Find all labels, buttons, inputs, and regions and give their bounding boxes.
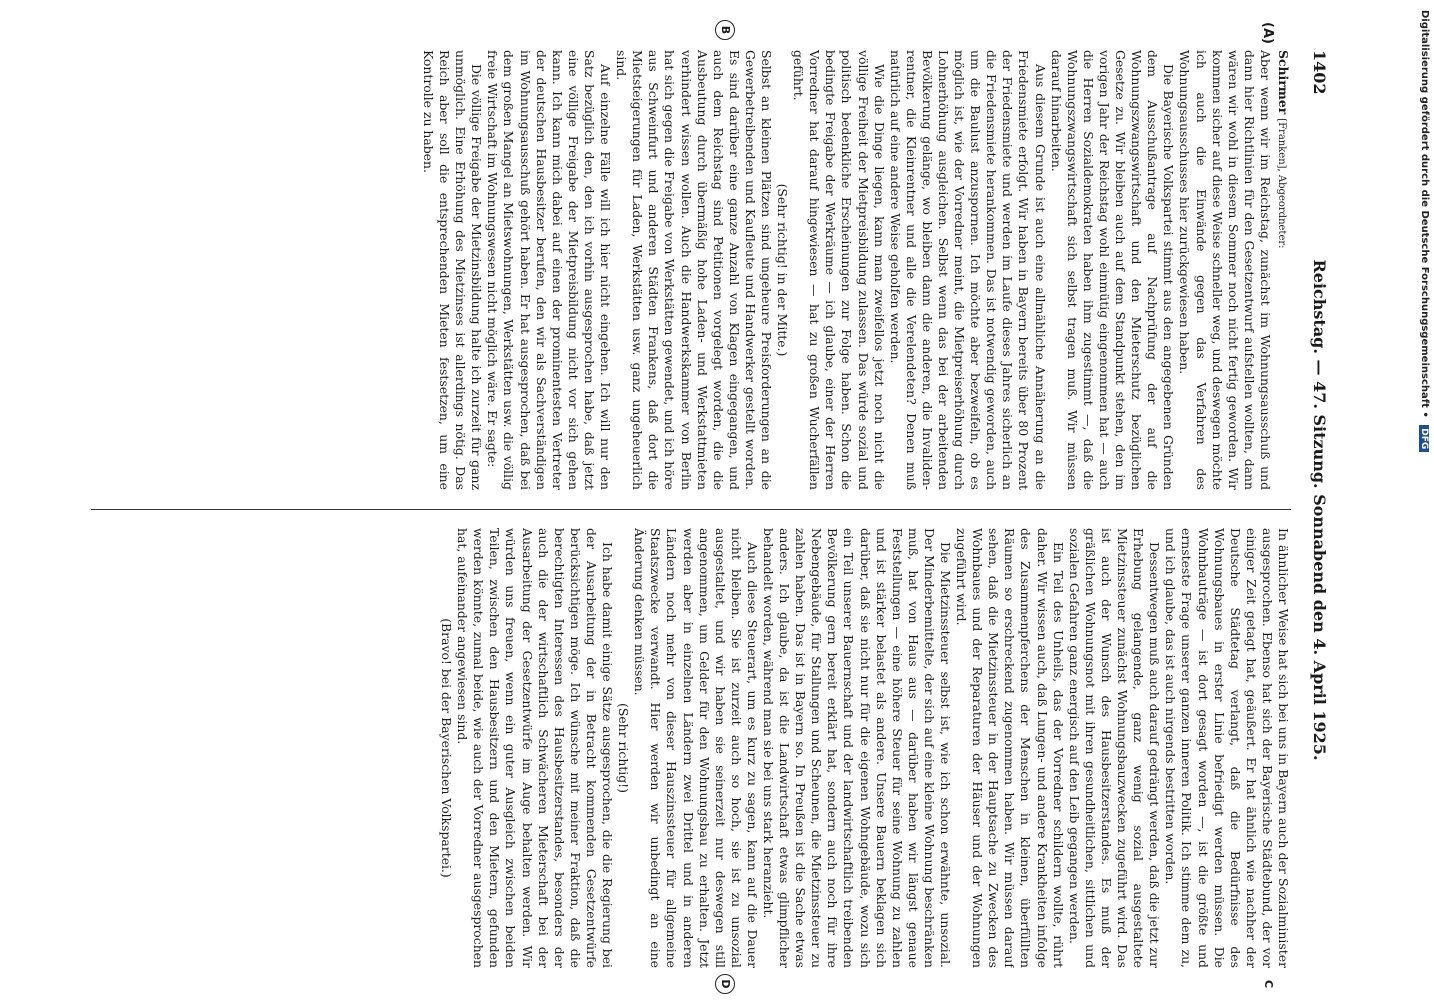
paragraph: Wie die Dinge liegen, kann man zweifellos jetzt noch nicht die völlige Freiheit der Mietpreisbildung zulassen. Das würde sozial und politisch bedenkliche Erscheinungen zur Folge haben. Schon die bedingte Freigabe der Werkräume — ich glaube, einer der Herren Vorredner hat darauf hingewiesen — hat zu großen Wucherfällen geführt. xyxy=(791,50,887,490)
quotation: Die völlige Freigabe der Mietzinsbildung halte ich zurzeit für ganz unmöglich. Eine Erhöhung des Mietzinses ist allerdings nötig. Das Reich aber soll die entsprechenden Mieten festsetzen, um eine Kontrolle zu haben. xyxy=(421,50,485,490)
interjection: (Bravo! bei der Bayerischen Volkspartei.) xyxy=(439,618,455,878)
column-divider xyxy=(91,509,1291,510)
paragraph: Ein Teil des Unheils, das der Vorredner schildern wollte, rührt daher. Wir wissen auch, daß Lungen- und andere Krankheiten infolge des Zusammenpferchens der Menschen in kleinen, überfüllten Räumen so erschreckend zugenommen haben. Wir müssen darauf sehen, daß die Mietzinssteuer in der Hauptsache zu Zwecken des Wohnbaues und der Reparaturen der Häuser und der Wohnungen zugeführt wird. xyxy=(954,528,1066,968)
digitization-credit xyxy=(1410,10,1430,990)
paragraph: Aus diesem Grunde ist auch eine allmähliche Annäherung an die Friedensmiete erfolgt. Wir haben in Bayern bereits über 80 Prozent der Friedensmiete und werden im Laufe dieses Jahres sicherlich an die Friedensmiete herankommen. Das ist notwendig geworden, auch um die Baulust anzuspornen. Ich möchte aber bezweifeln, ob es möglich ist, wie der Vorredner meint, die Mietpreiserhöhung durch Lohnerhöhung ausgleichen. Selbst wenn das bei der arbeitenden Bevölkerung gelänge, wo bleiben dann die anderen, die Invalidenrentner, die Kleinrentner und alle die Verelendeten? Denen muß natürlich auf eine andere Weise geholfen werden. xyxy=(887,50,1048,490)
interjection: (Sehr richtig! in der Mitte.) xyxy=(775,183,791,357)
paragraph: Die Bayerische Volkspartei stimmt aus den angegebenen Gründen dem Ausschußantrage auf Nachprüfung der auf die Wohnungszwangswirtschaft und den Mieterschutz bezüglichen Gesetze zu. Wir bleiben auch auf dem Standpunkt stehen, den im vorigen Jahr der Reichstag wohl einmütig eingenommen hat — auch die Herren Sozialdemokraten haben ihm zugestimmt —, daß die Wohnungszwangswirtschaft sich selbst tragen muß. Wir müssen darauf hinarbeiten. xyxy=(1048,50,1177,490)
interjection: (Sehr richtig!) xyxy=(616,703,632,793)
paragraph: Auch diese Steuerart, um es kurz zu sagen, kann auf die Dauer nicht bleiben. Sie ist zurzeit auch so hoch, sie ist zu unsozial ausgestaltet, und wir haben sie seinerzeit nur deswegen still angenommen, um Gelder für den Wohnungsbau zu erhalten. Jetzt werden aber in einzelnen Ländern zwei Drittel und in anderen Ländern noch mehr von dieser Hauszinssteuer für allgemeine Staatszwecke verwandt. Hier werden wir unbedingt an eine Änderung denken müssen. xyxy=(632,528,760,968)
credit-text: Digitalisierung gefördert durch die Deutsche Forschungsgemeinschaft • xyxy=(1419,10,1430,418)
page-title: Reichstag. — 47. Sitzung. Sonnabend den 4. April 1925. xyxy=(1310,259,1329,761)
left-column xyxy=(91,50,1291,490)
paragraph: Aber wenn wir im Reichstag, zunächst im Wohnungsausschuß und dann hier Richtlinien für den Gesetzentwurf aufstellen wollten, dann wären wir wohl in diesem Sommer noch nicht fertig geworden. Wir kommen sicher auf diese Weise schneller weg, und deswegen möchte ich auch die Einwände gegen das Verfahren des Wohnungsausschusses hier zurückgewiesen haben. xyxy=(1177,50,1273,490)
margin-marker-d: D xyxy=(715,974,735,994)
right-column xyxy=(91,528,1291,968)
margin-marker-c: C xyxy=(1262,980,1275,989)
paragraph: In ähnlicher Weise hat sich bei uns in Bayern auch der Sozialminister ausgesprochen. Ebenso hat sich der Bayerische Städtebund, der vor einiger Zeit getagt hat, geäußert. Er hat ähnlich wie nachher der Deutsche Städtetag verlangt, daß die Bedürfnisse des Wohnungsbaues in erster Linie befriedigt werden müssen. Die Wohnbauträge — ist dort gesagt worden —, ist die größte und ernsteste Frage unserer ganzen inneren Politik. Ich stimme dem zu, und ich glaube, das ist auch nirgends bestritten worden. xyxy=(1163,528,1291,968)
speaker-name: Schirmer xyxy=(1276,50,1291,115)
paragraph: Dessentwegen muß auch darauf gedrängt werden, daß die jetzt zur Erhebung gelangende, ganz wenig sozial ausgestaltete Mietzinssteuer zunächst Wohnungsbauzwecken zugeführt wird. Das ist auch der Wunsch des Hausbesitzerstandes. Es muß der gräßlichen Wohnungsnot mit ihren gesundheitlichen, sittlichen und sozialen Gefahren ganz energisch auf den Leib gegangen werden. xyxy=(1066,528,1163,968)
speaker-note: [Franken], Abgeordneter: xyxy=(1276,118,1287,249)
paragraph: Die Mietzinssteuer selbst ist, wie ich schon erwähnte, unsozial. Der Minderbemittelte, der sich auf eine kleine Wohnung beschränken muß, hat von Haus aus — darüber haben wir längst genaue Feststellungen — eine höhere Steuer für seine Wohnung zu zahlen und ist stärker belastet als andere. Unsere Bauern beklagen sich darüber, daß sie nicht nur für die eigenen Wohngebäude, wozu sich ein Teil unserer Bauernschaft und der landwirtschaftlich treibenden Bevölkerung gern bereit erklärt hat, sondern auch noch für ihre Nebengebäude, für Stallungen und Scheunen, die Mietzinssteuer zu zahlen haben. Das ist in Bayern so. In Preußen ist die Sache etwas anders. Ich glaube, da ist die Landwirtschaft etwas glimpflicher behandelt worden, während man sie bei uns stark heranzieht. xyxy=(761,528,954,968)
page-number: 1402 xyxy=(1310,50,1329,95)
margin-marker-a: (A) xyxy=(1260,22,1275,44)
speaker-line xyxy=(1273,50,1291,490)
dfg-logo: DFG xyxy=(1419,425,1429,452)
page-header xyxy=(1295,50,1335,970)
margin-marker-b: B xyxy=(715,20,735,40)
paragraph: Ich habe damit einige Sätze ausgesprochen, die die Regierung bei der Ausarbeitung der in Betracht kommenden Gesetzentwürfe berücksichtigen möge. Ich wünsche mit meiner Fraktion, daß die berechtigten Interessen des Hausbesitzerstandes, besonders der auch die der wirtschaftlich Schwächeren Mieterschaft bei der Ausarbeitung der Gesetzentwürfe im Auge behalten werden. Wir würden uns freuen, wenn ein guter Ausgleich zwischen beiden Teilen, zwischen den Hausbesitzern und den Mietern, gefunden werden könnte, zumal beide, wie auch der Vorredner ausgesprochen hat, aufeinander angewiesen sind. xyxy=(455,528,616,968)
paragraph: Selbst an kleinen Plätzen sind ungeheure Preisforderungen an die Gewerbetreibenden und Kaufleute und Handwerker gestellt worden. Es sind darüber eine ganze Anzahl von Klagen eingegangen, und auch dem Reichstag sind Petitionen vorgelegt worden, die die Ausbeutung durch übermäßig hohe Laden- und Werkstattmieten verhindert wissen wollen. Auch die Handwerkskammer von Berlin hat sich gegen die Freigabe von Werkstätten gewendet, und ich höre aus Schweinfurt und anderen Städten Frankens, daß dort die Mietsteigerungen für Laden, Werkstätten usw. ganz ungeheuerlich sind. xyxy=(614,50,774,490)
paragraph: Auf einzelne Fälle will ich hier nicht eingehen. Ich will nur den Satz bezüglich den, den ich vorhin ausgesprochen habe, daß jetzt eine völlige Freigabe der Mietpreisbildung nicht vor sich gehen kann. Ich kann mich dabei auf einen der prominentesten Vertreter der deutschen Hausbesitzer berufen, den wir als Sachverständigen im Wohnungsausschuß gehört haben. Er hat ausgesprochen, daß bei dem großen Mangel an Mietswohnungen, Werkstätten usw. die völlig freie Wirtschaft im Wohnungswesen nicht möglich wäre. Er sagte: xyxy=(485,50,614,490)
document-page xyxy=(75,22,1335,989)
